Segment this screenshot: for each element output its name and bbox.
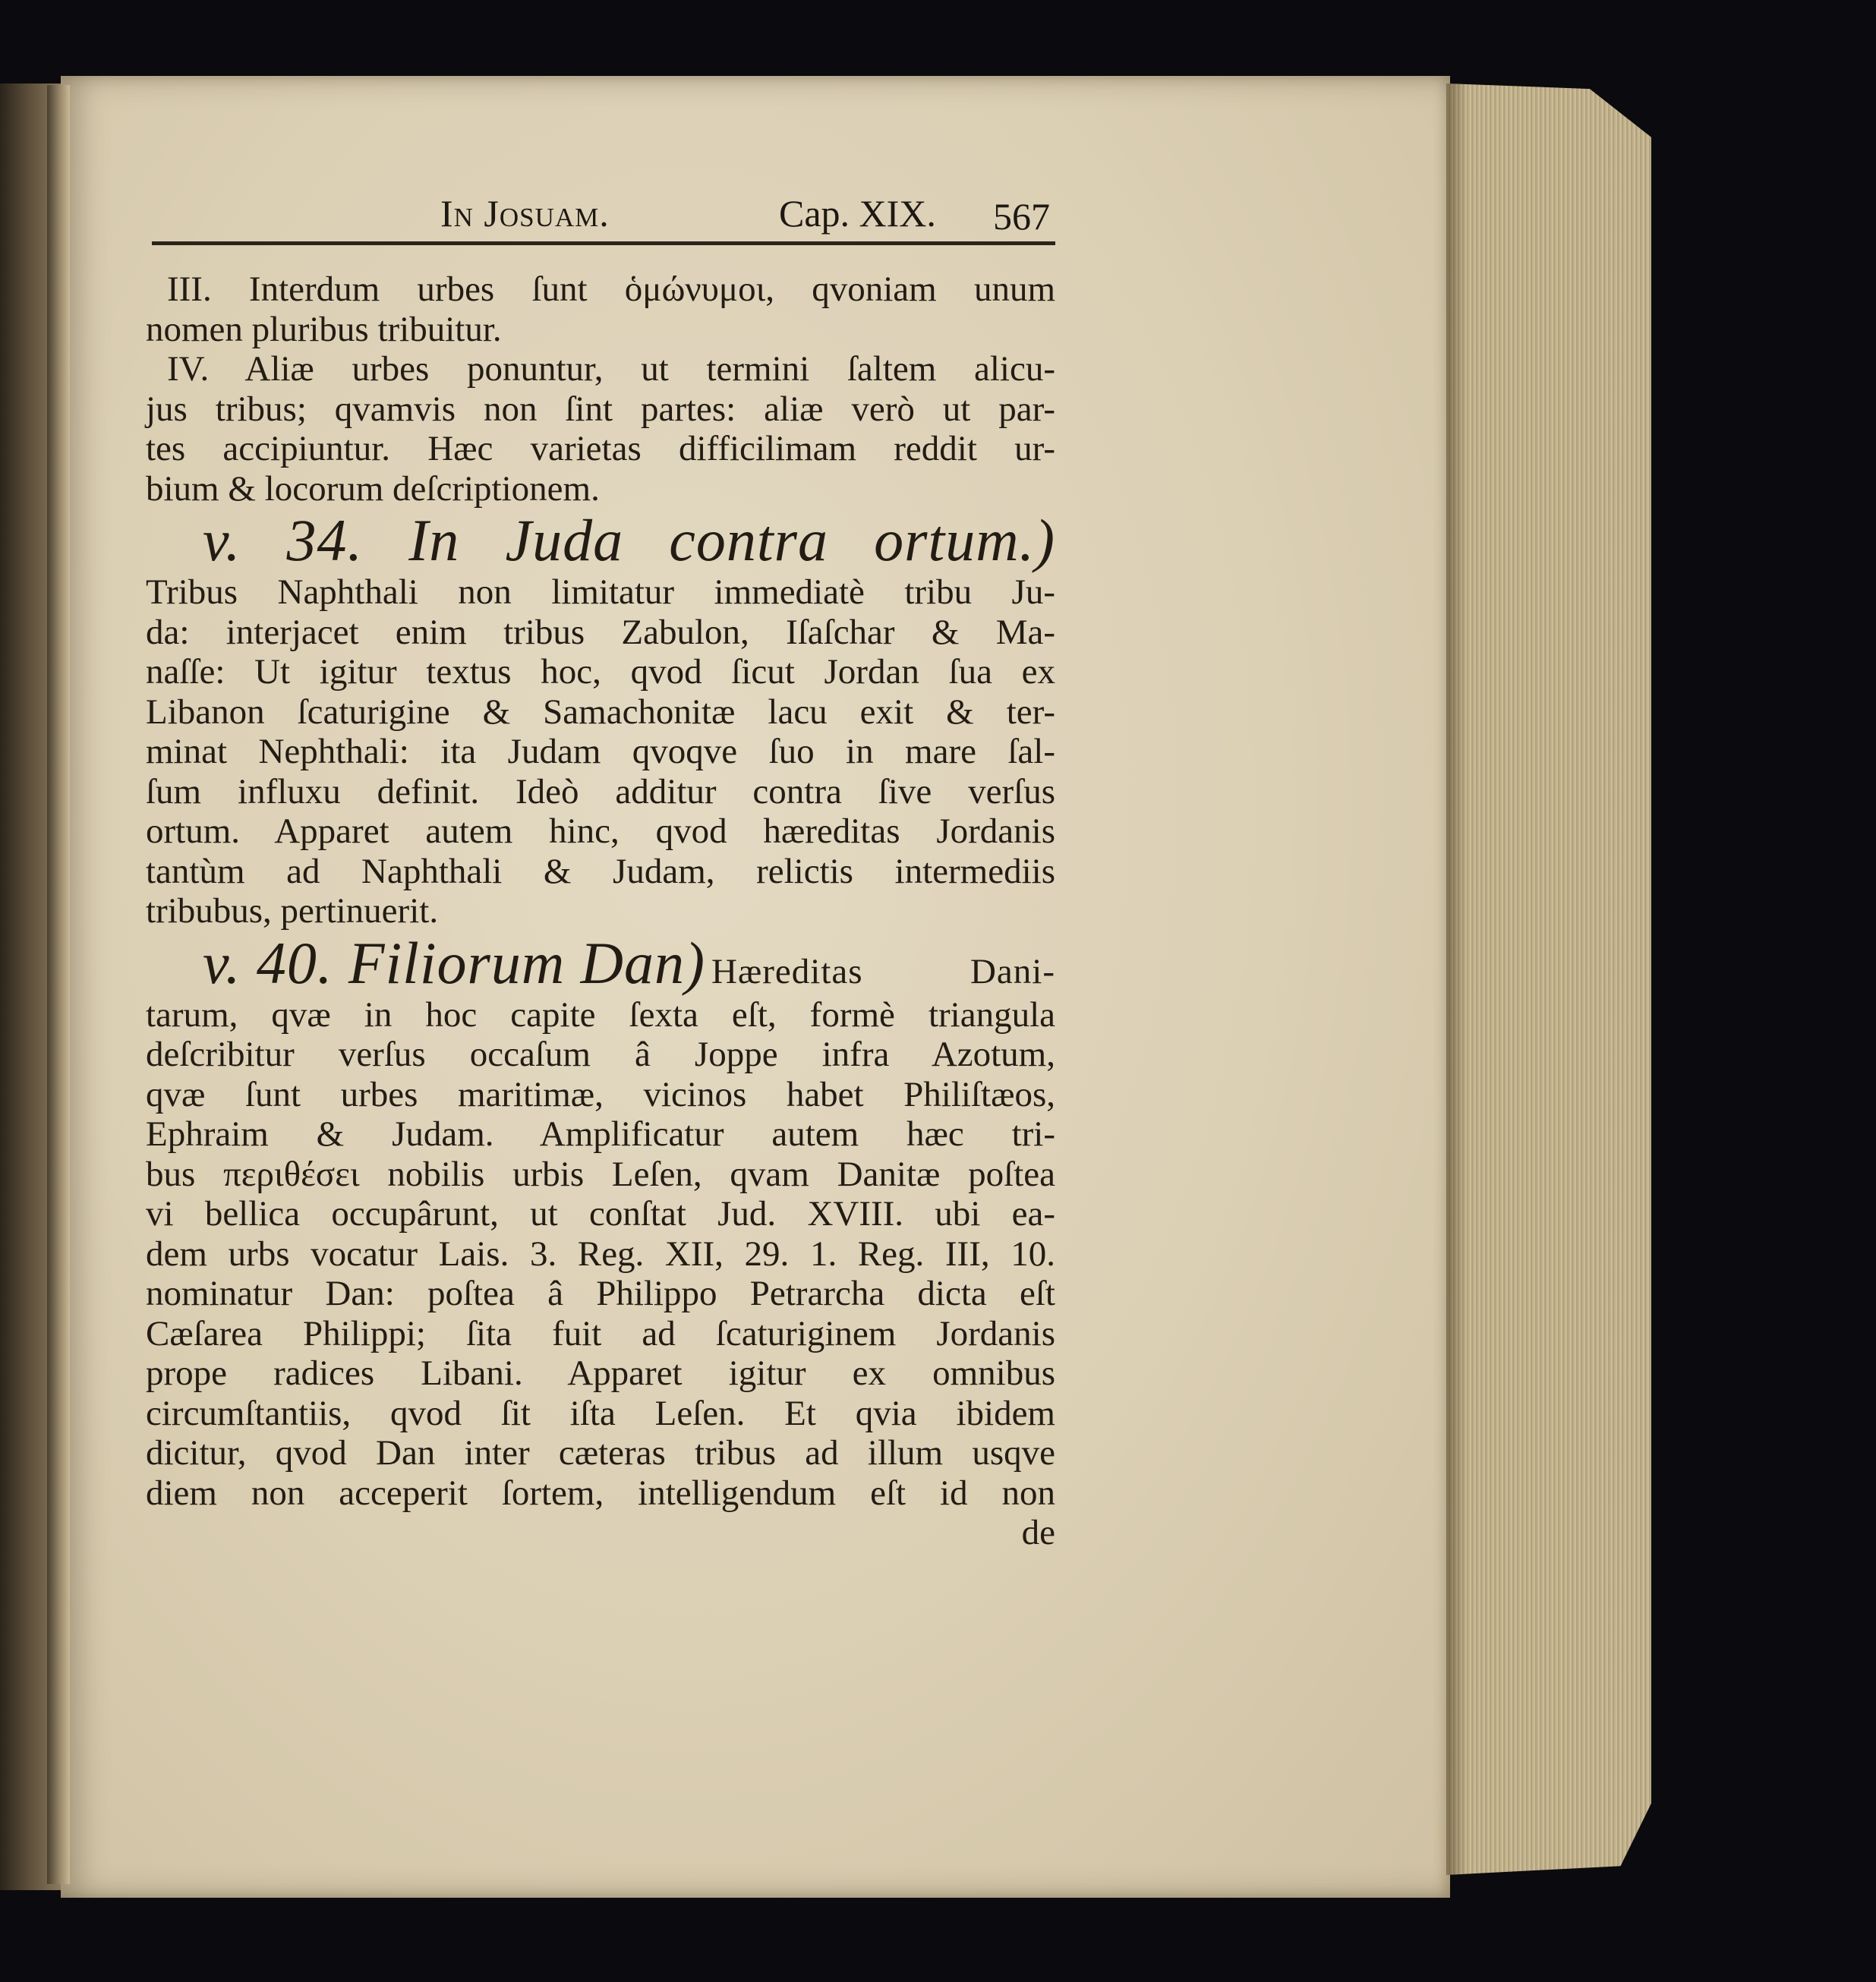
text-line: Hæreditas Dani- [711,951,1055,991]
text-line: tarum, qvæ in hoc capite ſexta eſt, formè triangula [146,994,1055,1035]
text-line: dem urbs vocatur Lais. 3. Reg. XII, 29. 1. Reg. III, 10. [146,1234,1055,1274]
text-line: IV. Aliæ urbes ponuntur, ut termini ſaltem alicu- [167,349,1055,389]
text-line: III. Interdum urbes ſunt ὁμώνυμοι, qvoniam unum [167,269,1055,309]
text-line: tribubus, pertinuerit. [146,891,439,931]
text-line: ortum. Apparet autem hinc, qvod hæreditas Jordanis [146,811,1055,851]
text-line: Ephraim & Judam. Amplificatur autem hæc tri- [146,1114,1055,1154]
text-line: bus περιθέσει nobilis urbis Leſen, qvam Danitæ poſtea [146,1154,1055,1194]
verse-heading: v. 34. In Juda contra ortum.) [203,507,1055,573]
gutter [47,85,70,1884]
catchword: de [1021,1513,1055,1552]
text-line: diem non acceperit ſortem, intelligendum eſt id non [146,1473,1055,1513]
verse-heading-line [146,931,1055,995]
text-line: nomen pluribus tribuitur. [146,309,502,349]
running-title: In Josuam. [440,192,610,235]
page-number: 567 [993,195,1050,238]
text-line: ſum influxu definit. Ideò additur contra ſive verſus [146,771,1055,811]
text-line: prope radices Libani. Apparet igitur ex omnibus [146,1353,1055,1393]
text-line: bium & locorum deſcriptionem. [146,468,600,509]
verse-heading: v. 40. Filiorum Dan) [203,929,705,996]
header-rule [152,241,1055,245]
text-line: deſcribitur verſus occaſum â Joppe infra Azotum, [146,1035,1055,1074]
text-line: minat Nephthali: ita Judam qvoqve ſuo in mare ſal- [146,732,1055,771]
text-line: jus tribus; qvamvis non ſint partes: aliæ verò ut par- [146,389,1055,429]
text-line: vi bellica occupârunt, ut conſtat Jud. XVIII. ubi ea- [146,1194,1055,1234]
page-header [440,191,1055,238]
chapter-label: Cap. XIX. [779,192,936,235]
text-line: dicitur, qvod Dan inter cæteras tribus ad illum usqve [146,1433,1055,1473]
text-line: Cæſarea Philippi; ſita fuit ad ſcaturiginem Jordanis [146,1313,1055,1353]
text-line: da: interjacet enim tribus Zabulon, Iſaſchar & Ma- [146,612,1055,652]
text-line: naſſe: Ut igitur textus hoc, qvod ſicut Jordan ſua ex [146,652,1055,692]
text-line: tes accipiuntur. Hæc varietas difficilimam reddit ur- [146,429,1055,468]
text-line: qvæ ſunt urbes maritimæ, vicinos habet Philiſtæos, [146,1074,1055,1114]
fore-edge-shadow [1446,84,1468,1875]
page-block-fore-edge [1446,84,1651,1875]
text-line: Libanon ſcaturigine & Samachonitæ lacu exit & ter- [146,692,1055,732]
text-line: Tribus Naphthali non limitatur immediatè tribu Ju- [146,572,1055,612]
text-line: nominatur Dan: poſtea â Philippo Petrarcha dicta eſt [146,1274,1055,1313]
body-text [146,269,1055,1553]
text-line: tantùm ad Naphthali & Judam, relictis intermediis [146,851,1055,891]
text-line: circumſtantiis, qvod ſit iſta Leſen. Et qvia ibidem [146,1393,1055,1433]
